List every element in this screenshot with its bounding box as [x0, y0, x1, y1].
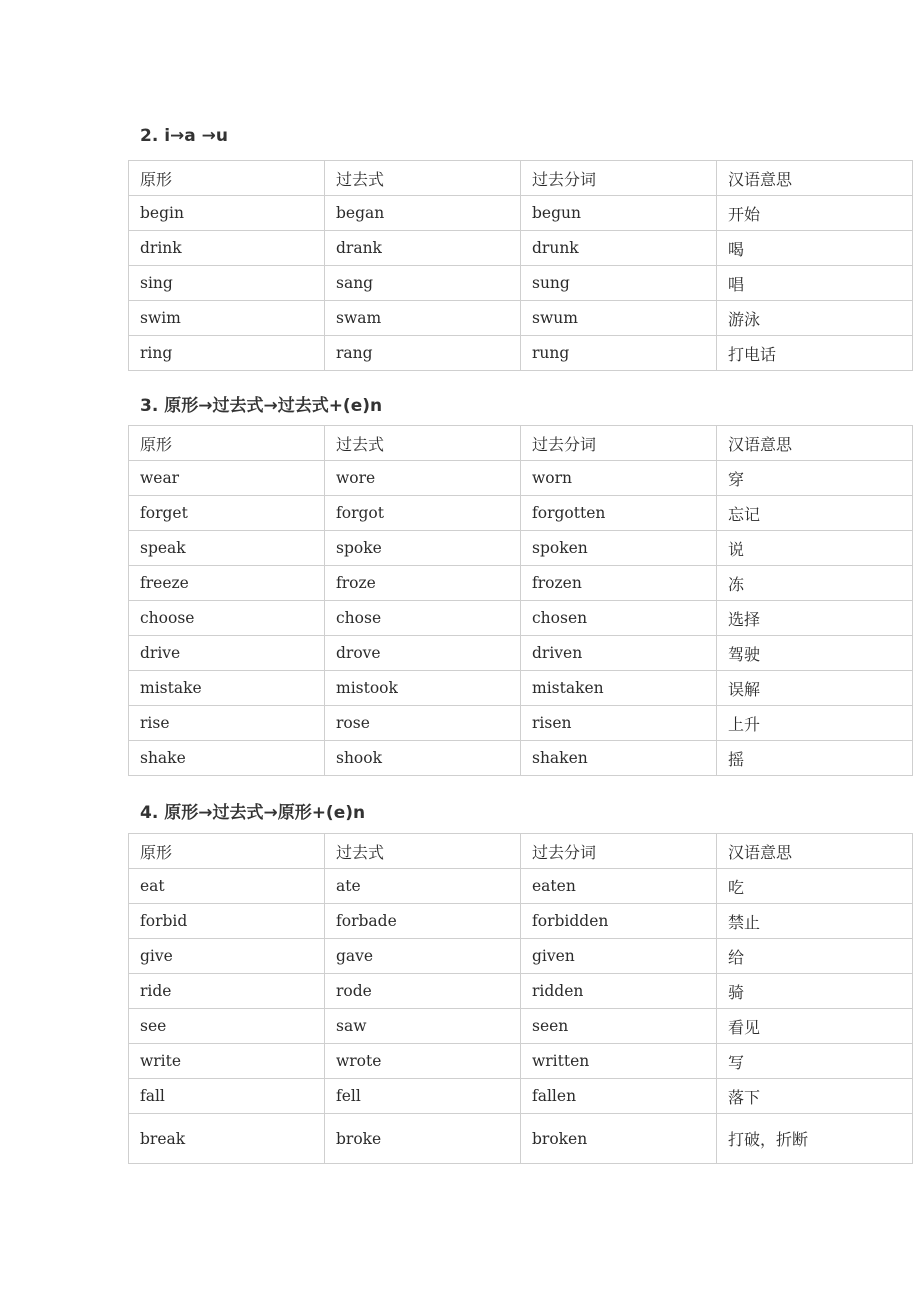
- past-tense-cell: forbade: [325, 904, 521, 939]
- meaning-cell: 上升: [717, 706, 913, 741]
- base-form-cell: ring: [129, 336, 325, 371]
- meaning-cell: 骑: [717, 974, 913, 1009]
- base-form-cell: wear: [129, 461, 325, 496]
- base-form-cell: swim: [129, 301, 325, 336]
- meaning-cell: 冻: [717, 566, 913, 601]
- past-tense-cell: began: [325, 196, 521, 231]
- header-chinese-meaning: 汉语意思: [717, 834, 913, 869]
- past-tense-cell: sang: [325, 266, 521, 301]
- table-row: [129, 601, 913, 636]
- section-heading-i-a-u: 2. i→a →u: [140, 126, 229, 146]
- table-row: [129, 531, 913, 566]
- past-tense-cell: spoke: [325, 531, 521, 566]
- meaning-cell: 游泳: [717, 301, 913, 336]
- header-base-form: 原形: [129, 161, 325, 196]
- base-form-cell: break: [129, 1114, 325, 1164]
- base-form-cell: drive: [129, 636, 325, 671]
- past-tense-cell: mistook: [325, 671, 521, 706]
- meaning-cell: 唱: [717, 266, 913, 301]
- past-participle-cell: ridden: [521, 974, 717, 1009]
- header-base-form: 原形: [129, 834, 325, 869]
- header-chinese-meaning: 汉语意思: [717, 426, 913, 461]
- base-form-cell: give: [129, 939, 325, 974]
- meaning-cell: 打破，折断: [717, 1114, 913, 1164]
- table-row: [129, 196, 913, 231]
- base-form-cell: sing: [129, 266, 325, 301]
- base-form-cell: fall: [129, 1079, 325, 1114]
- header-past-participle: 过去分词: [521, 426, 717, 461]
- meaning-cell: 误解: [717, 671, 913, 706]
- past-participle-cell: swum: [521, 301, 717, 336]
- meaning-cell: 写: [717, 1044, 913, 1079]
- base-form-cell: write: [129, 1044, 325, 1079]
- past-tense-cell: froze: [325, 566, 521, 601]
- past-participle-cell: mistaken: [521, 671, 717, 706]
- table-header-row: [129, 161, 913, 196]
- table-row: [129, 566, 913, 601]
- base-form-cell: drink: [129, 231, 325, 266]
- base-form-cell: speak: [129, 531, 325, 566]
- meaning-cell: 给: [717, 939, 913, 974]
- table-row: [129, 706, 913, 741]
- past-tense-cell: saw: [325, 1009, 521, 1044]
- meaning-cell: 摇: [717, 741, 913, 776]
- table-row: [129, 461, 913, 496]
- header-past-tense: 过去式: [325, 161, 521, 196]
- table-row: [129, 974, 913, 1009]
- table-header-row: [129, 834, 913, 869]
- past-tense-cell: fell: [325, 1079, 521, 1114]
- table-row: [129, 636, 913, 671]
- table-row: [129, 741, 913, 776]
- table-row: [129, 336, 913, 371]
- past-participle-cell: sung: [521, 266, 717, 301]
- section-heading-base-past-past-en: 3. 原形→过去式→过去式+(e)n: [140, 396, 383, 416]
- base-form-cell: ride: [129, 974, 325, 1009]
- table-row: [129, 1009, 913, 1044]
- past-tense-cell: gave: [325, 939, 521, 974]
- past-tense-cell: rode: [325, 974, 521, 1009]
- header-past-participle: 过去分词: [521, 834, 717, 869]
- table-row: [129, 1044, 913, 1079]
- past-participle-cell: broken: [521, 1114, 717, 1164]
- past-participle-cell: begun: [521, 196, 717, 231]
- past-tense-cell: chose: [325, 601, 521, 636]
- header-past-tense: 过去式: [325, 834, 521, 869]
- past-participle-cell: rung: [521, 336, 717, 371]
- table-row: [129, 1114, 913, 1164]
- base-form-cell: begin: [129, 196, 325, 231]
- meaning-cell: 选择: [717, 601, 913, 636]
- base-form-cell: mistake: [129, 671, 325, 706]
- past-participle-cell: frozen: [521, 566, 717, 601]
- verb-table-base-past-past-en: [128, 425, 913, 776]
- meaning-cell: 吃: [717, 869, 913, 904]
- past-participle-cell: driven: [521, 636, 717, 671]
- past-tense-cell: rose: [325, 706, 521, 741]
- table-row: [129, 496, 913, 531]
- base-form-cell: eat: [129, 869, 325, 904]
- past-participle-cell: forbidden: [521, 904, 717, 939]
- past-participle-cell: shaken: [521, 741, 717, 776]
- past-participle-cell: eaten: [521, 869, 717, 904]
- past-participle-cell: worn: [521, 461, 717, 496]
- table-row: [129, 869, 913, 904]
- base-form-cell: forbid: [129, 904, 325, 939]
- past-tense-cell: swam: [325, 301, 521, 336]
- meaning-cell: 穿: [717, 461, 913, 496]
- base-form-cell: freeze: [129, 566, 325, 601]
- meaning-cell: 禁止: [717, 904, 913, 939]
- past-participle-cell: risen: [521, 706, 717, 741]
- meaning-cell: 打电话: [717, 336, 913, 371]
- base-form-cell: rise: [129, 706, 325, 741]
- table-row: [129, 301, 913, 336]
- past-tense-cell: shook: [325, 741, 521, 776]
- verb-table-base-past-base-en: [128, 833, 913, 1164]
- past-tense-cell: rang: [325, 336, 521, 371]
- past-tense-cell: wrote: [325, 1044, 521, 1079]
- table-header-row: [129, 426, 913, 461]
- header-base-form: 原形: [129, 426, 325, 461]
- past-tense-cell: ate: [325, 869, 521, 904]
- header-past-tense: 过去式: [325, 426, 521, 461]
- meaning-cell: 忘记: [717, 496, 913, 531]
- past-participle-cell: chosen: [521, 601, 717, 636]
- table-row: [129, 904, 913, 939]
- past-tense-cell: drank: [325, 231, 521, 266]
- past-tense-cell: forgot: [325, 496, 521, 531]
- meaning-cell: 落下: [717, 1079, 913, 1114]
- base-form-cell: choose: [129, 601, 325, 636]
- section-heading-base-past-base-en: 4. 原形→过去式→原形+(e)n: [140, 803, 366, 823]
- header-past-participle: 过去分词: [521, 161, 717, 196]
- past-participle-cell: given: [521, 939, 717, 974]
- past-tense-cell: wore: [325, 461, 521, 496]
- past-tense-cell: broke: [325, 1114, 521, 1164]
- base-form-cell: forget: [129, 496, 325, 531]
- table-row: [129, 671, 913, 706]
- meaning-cell: 看见: [717, 1009, 913, 1044]
- meaning-cell: 说: [717, 531, 913, 566]
- table-row: [129, 939, 913, 974]
- past-participle-cell: seen: [521, 1009, 717, 1044]
- meaning-cell: 驾驶: [717, 636, 913, 671]
- past-participle-cell: forgotten: [521, 496, 717, 531]
- past-tense-cell: drove: [325, 636, 521, 671]
- meaning-cell: 开始: [717, 196, 913, 231]
- table-row: [129, 266, 913, 301]
- table-row: [129, 231, 913, 266]
- past-participle-cell: spoken: [521, 531, 717, 566]
- verb-table-i-a-u: [128, 160, 913, 371]
- base-form-cell: see: [129, 1009, 325, 1044]
- past-participle-cell: fallen: [521, 1079, 717, 1114]
- meaning-cell: 喝: [717, 231, 913, 266]
- header-chinese-meaning: 汉语意思: [717, 161, 913, 196]
- table-row: [129, 1079, 913, 1114]
- base-form-cell: shake: [129, 741, 325, 776]
- past-participle-cell: drunk: [521, 231, 717, 266]
- past-participle-cell: written: [521, 1044, 717, 1079]
